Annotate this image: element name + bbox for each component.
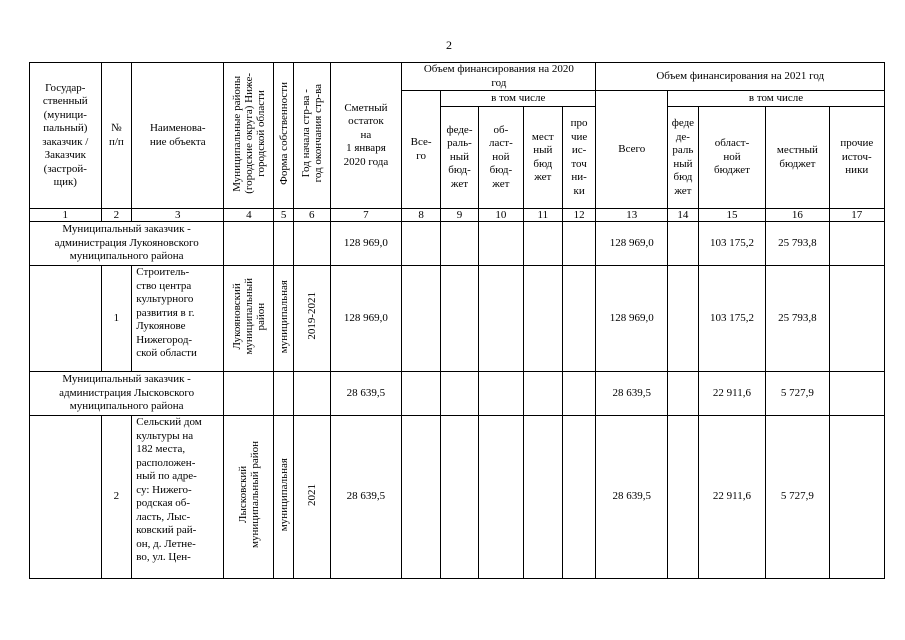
column-number: 7 bbox=[330, 209, 402, 222]
header-object-name: Наименова- ние объекта bbox=[132, 63, 224, 209]
header-regional-2021: област- ной бюджет bbox=[698, 107, 765, 209]
regional-2021-value: 103 175,2 bbox=[698, 222, 765, 266]
object-district: Лысковский муниципальный район bbox=[224, 416, 274, 579]
header-local-2020: мест ный бюд жет bbox=[523, 107, 562, 209]
header-including-2020: в том числе bbox=[441, 91, 596, 107]
object-row bbox=[30, 416, 885, 579]
column-number: 15 bbox=[698, 209, 765, 222]
regional-2021-value: 103 175,2 bbox=[698, 266, 765, 372]
column-number: 6 bbox=[293, 209, 330, 222]
object-years: 2019-2021 bbox=[293, 266, 330, 372]
column-number: 16 bbox=[766, 209, 829, 222]
object-number: 1 bbox=[101, 266, 132, 372]
header-local-2021: местный бюджет bbox=[766, 107, 829, 209]
header-number: № п/п bbox=[101, 63, 132, 209]
header-total-2021: Всего bbox=[596, 91, 668, 209]
column-number: 3 bbox=[132, 209, 224, 222]
column-number: 12 bbox=[562, 209, 596, 222]
object-ownership: муниципальная bbox=[274, 416, 293, 579]
column-number: 11 bbox=[523, 209, 562, 222]
object-name: Сельский дом культуры на 182 места, расположен- ный по адре- су: Нижего- родская об- ласть, Лыс- ковский рай- он, д. Летне- во, ул. Цен- bbox=[132, 416, 224, 579]
customer-row bbox=[30, 222, 885, 266]
total-2021-value: 128 969,0 bbox=[596, 222, 668, 266]
financing-table bbox=[29, 62, 885, 579]
local-2021-value: 5 727,9 bbox=[766, 372, 829, 416]
header-financing-2021: Объем финансирования на 2021 год bbox=[596, 63, 885, 91]
header-total-2020: Все- го bbox=[402, 91, 441, 209]
total-2021-value: 28 639,5 bbox=[596, 372, 668, 416]
header-financing-2020: Объем финансирования на 2020 год bbox=[402, 63, 596, 91]
estimate-value: 28 639,5 bbox=[330, 372, 402, 416]
column-number: 13 bbox=[596, 209, 668, 222]
customer-row bbox=[30, 372, 885, 416]
header-estimate: Сметный остаток на 1 января 2020 года bbox=[330, 63, 402, 209]
object-ownership: муниципальная bbox=[274, 266, 293, 372]
local-2021-value: 25 793,8 bbox=[766, 222, 829, 266]
column-number: 14 bbox=[668, 209, 699, 222]
object-district: Лукояновский муниципальный район bbox=[224, 266, 274, 372]
column-number: 9 bbox=[441, 209, 479, 222]
customer-name: Муниципальный заказчик - администрация Лукояновского муниципального района bbox=[30, 222, 224, 266]
object-number: 2 bbox=[101, 416, 132, 579]
column-number: 2 bbox=[101, 209, 132, 222]
estimate-value: 28 639,5 bbox=[330, 416, 402, 579]
column-number: 5 bbox=[274, 209, 293, 222]
header-federal-2021: феде де- раль ный бюд жет bbox=[668, 107, 699, 209]
column-number-row bbox=[30, 209, 885, 222]
column-number: 17 bbox=[829, 209, 884, 222]
estimate-value: 128 969,0 bbox=[330, 266, 402, 372]
header-regional-2020: об- ласт- ной бюд- жет bbox=[478, 107, 523, 209]
page-number: 2 bbox=[446, 38, 452, 52]
total-2021-value: 128 969,0 bbox=[596, 266, 668, 372]
header-including-2021: в том числе bbox=[668, 91, 885, 107]
estimate-value: 128 969,0 bbox=[330, 222, 402, 266]
header-federal-2020: феде- раль- ный бюд- жет bbox=[441, 107, 479, 209]
header-customer: Государ- ственный (муници- пальный) заказчик / Заказчик (застрой- щик) bbox=[30, 63, 102, 209]
header-years: Год начала стр-ва - год окончания стр-ва bbox=[293, 63, 330, 209]
customer-name: Муниципальный заказчик - администрация Лысковского муниципального района bbox=[30, 372, 224, 416]
column-number: 10 bbox=[478, 209, 523, 222]
header-districts: Муниципальные районы (городские округа) Ниже- городской области bbox=[224, 63, 274, 209]
column-number: 8 bbox=[402, 209, 441, 222]
object-row bbox=[30, 266, 885, 372]
header-ownership: Форма собственности bbox=[274, 63, 293, 209]
local-2021-value: 25 793,8 bbox=[766, 266, 829, 372]
object-name: Строитель- ство центра культурного развития в г. Лукоянове Нижегород- ской области bbox=[132, 266, 224, 372]
local-2021-value: 5 727,9 bbox=[766, 416, 829, 579]
object-years: 2021 bbox=[293, 416, 330, 579]
total-2021-value: 28 639,5 bbox=[596, 416, 668, 579]
regional-2021-value: 22 911,6 bbox=[698, 416, 765, 579]
regional-2021-value: 22 911,6 bbox=[698, 372, 765, 416]
column-number: 4 bbox=[224, 209, 274, 222]
header-other-2021: прочие источ- ники bbox=[829, 107, 884, 209]
column-number: 1 bbox=[30, 209, 102, 222]
header-other-2020: про чие ис- точ ни- ки bbox=[562, 107, 596, 209]
